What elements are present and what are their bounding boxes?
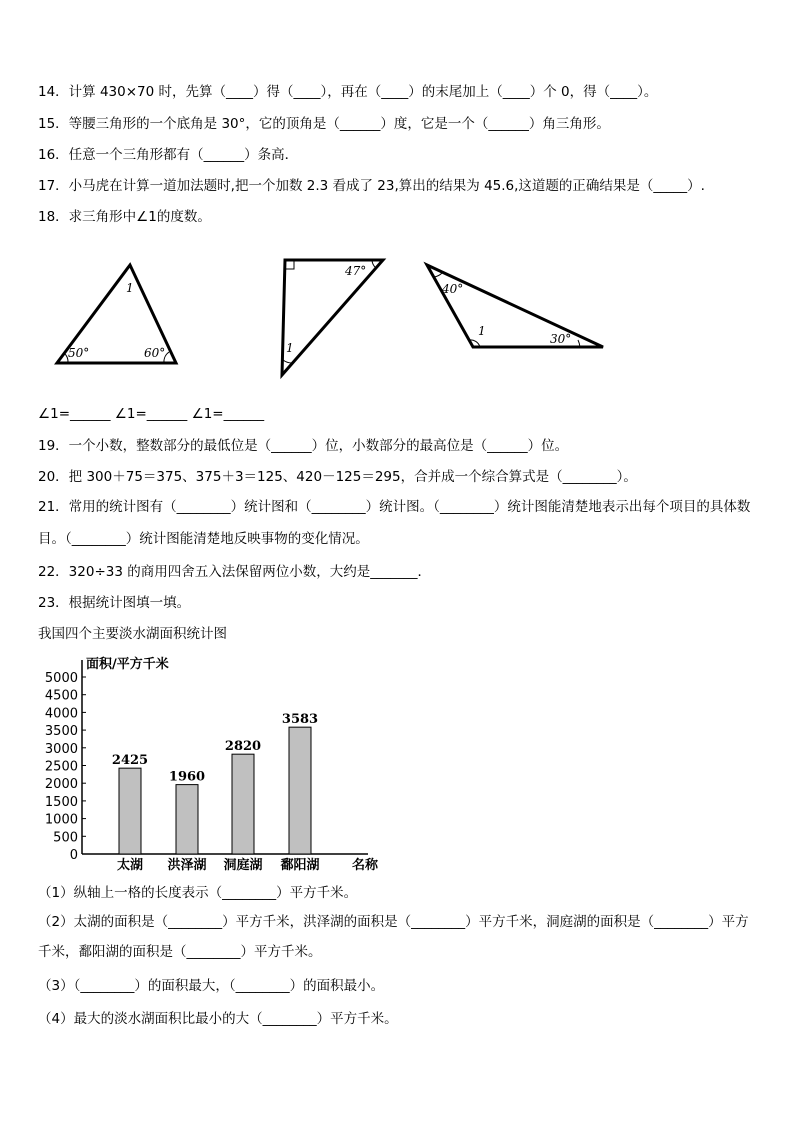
triangle-2 — [275, 255, 390, 380]
y-tick-label: 4500 — [44, 688, 78, 704]
triangle-1-angle-b: 60° — [144, 346, 166, 360]
question-18: 18．求三角形中∠1的度数。 — [38, 209, 211, 225]
category-label: 鄱阳湖 — [280, 858, 320, 873]
y-tick-label: 5000 — [44, 671, 78, 686]
y-tick-label: 1000 — [44, 812, 78, 828]
y-axis-label: 面积/平方千米 — [86, 657, 169, 672]
question-15: 15．等腰三角形的一个底角是 30°，它的顶角是（______）度，它是一个（______）角三角形。 — [38, 116, 610, 132]
triangle-1 — [50, 260, 190, 370]
triangle-2-target-label: 1 — [286, 341, 294, 355]
question-16: 16．任意一个三角形都有（______）条高． — [38, 147, 299, 163]
category-label: 太湖 — [116, 858, 144, 873]
bar-chart — [38, 648, 398, 878]
bar-chart-svg — [38, 648, 398, 878]
sub-question-3: （3）（________）的面积最大，（________）的面积最小。 — [38, 978, 385, 994]
triangle-3 — [420, 260, 615, 355]
sub-question-1: （1）纵轴上一格的长度表示（________）平方千米。 — [38, 885, 358, 901]
y-tick-label: 2500 — [44, 759, 78, 775]
bar-value-label: 1960 — [168, 769, 206, 785]
bar-value-label: 2425 — [111, 753, 149, 769]
question-22: 22．320÷33 的商用四舍五入法保留两位小数，大约是_______． — [38, 564, 431, 580]
triangle-3-target-label: 1 — [478, 324, 486, 338]
question-14: 14．计算 430×70 时，先算（____）得（____），再在（____）的末尾加上（____）个 0，得（____）。 — [38, 84, 658, 100]
y-tick-label: 2000 — [44, 777, 78, 793]
triangle-3-angle-a: 40° — [442, 282, 464, 296]
y-tick-label: 0 — [69, 848, 78, 863]
question-17: 17．小马虎在计算一道加法题时,把一个加数 2.3 看成了 23,算出的结果为 45.6,这道题的正确结果是（_____）. — [38, 178, 705, 194]
category-label: 洞庭湖 — [223, 858, 263, 873]
category-label: 洪泽湖 — [167, 858, 207, 873]
bar-1 — [119, 768, 141, 854]
bar-value-label: 3583 — [281, 712, 319, 728]
triangle-3-angle-b: 30° — [550, 332, 572, 346]
sub-question-2: （2）太湖的面积是（________）平方千米，洪泽湖的面积是（________）平方千米，洞庭湖的面积是（________）平方千米，鄱阳湖的面积是（________）平方千米。 — [38, 914, 749, 960]
bar-4 — [289, 727, 311, 854]
bar-3 — [232, 754, 254, 854]
bar-value-label: 2820 — [224, 739, 262, 755]
y-tick-label: 4000 — [44, 706, 78, 722]
triangle-1-target-label: 1 — [126, 281, 134, 295]
x-axis-label: 名称 — [352, 858, 379, 873]
question-18-answers: ∠1=______ ∠1=______ ∠1=______ — [38, 406, 265, 422]
question-23: 23．根据统计图填一填。 — [38, 595, 191, 611]
triangle-1-angle-a: 50° — [68, 346, 90, 360]
y-tick-label: 3000 — [44, 741, 78, 757]
y-tick-label: 500 — [53, 830, 78, 846]
triangle-2-angle-a: 47° — [345, 264, 367, 278]
question-20: 20．把 300＋75＝375、375＋3＝125、420－125＝295，合并成一个综合算式是（________）。 — [38, 469, 637, 485]
chart-caption: 我国四个主要淡水湖面积统计图 — [38, 626, 227, 642]
y-tick-label: 1500 — [44, 794, 78, 810]
bar-2 — [176, 785, 198, 854]
y-tick-label: 3500 — [44, 724, 78, 740]
question-21: 21．常用的统计图有（________）统计图和（________）统计图。（________）统计图能清楚地表示出每个项目的具体数目。（________）统计图能清楚地反映事物的变化情况。 — [38, 499, 751, 547]
sub-question-4: （4）最大的淡水湖面积比最小的大（________）平方千米。 — [38, 1011, 398, 1027]
question-19: 19．一个小数，整数部分的最低位是（______）位，小数部分的最高位是（______）位。 — [38, 438, 569, 454]
